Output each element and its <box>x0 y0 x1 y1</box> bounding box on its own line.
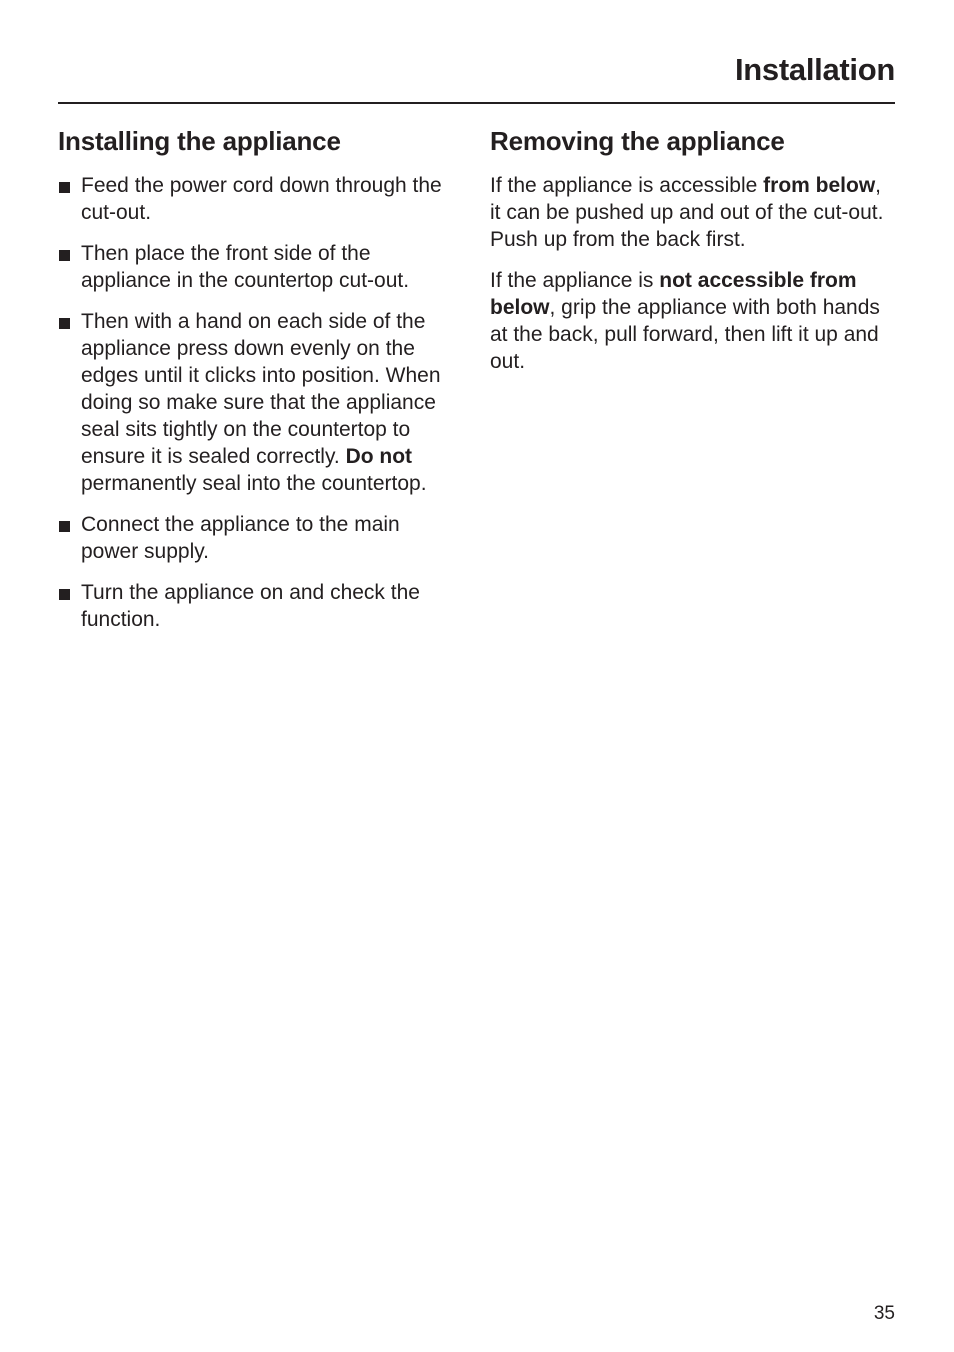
removing-paragraph <box>490 172 895 253</box>
paragraph-bold-text: from below <box>763 174 876 197</box>
square-bullet-icon <box>59 521 70 532</box>
step-text-part: Then with a hand on each side of the appliance press down evenly on the edges until it clicks into position. When doing so make sure that the appliance seal sits tightly on the countertop to ensure it is sealed correctly. <box>81 310 441 468</box>
removing-section <box>490 124 895 389</box>
step-text: Then place the front side of the appliance in the countertop cut-out. <box>81 242 410 292</box>
step-item <box>58 579 460 633</box>
step-item <box>58 172 460 226</box>
paragraph-text-part: If the appliance is accessible <box>490 174 764 197</box>
step-item <box>58 511 460 565</box>
page-header <box>58 50 895 104</box>
step-item <box>58 308 460 497</box>
page-number: 35 <box>873 1303 895 1324</box>
step-bold-text: Do not <box>345 445 413 468</box>
step-text-part: permanently seal into the countertop. <box>81 472 427 495</box>
removing-paragraph <box>490 267 895 375</box>
step-text: Feed the power cord down through the cut-out. <box>81 174 442 224</box>
removing-heading: Removing the appliance <box>490 126 785 156</box>
installing-section <box>58 124 460 647</box>
paragraph-text-part: , grip the appliance with both hands at the back, pull forward, then lift it up and out. <box>490 296 880 373</box>
paragraph-text-part: If the appliance is <box>490 269 660 292</box>
square-bullet-icon <box>59 182 70 193</box>
square-bullet-icon <box>59 250 70 261</box>
paragraph-bold-text: not accessible from below <box>490 269 857 319</box>
page-title: Installation <box>734 52 895 87</box>
installing-heading: Installing the appliance <box>58 126 341 156</box>
paragraph-text-part: , it can be pushed up and out of the cut-out. Push up from the back first. <box>490 174 884 251</box>
step-text: Turn the appliance on and check the function. <box>81 581 420 631</box>
step-text: Connect the appliance to the main power supply. <box>81 513 400 563</box>
installing-steps-list <box>58 172 460 633</box>
square-bullet-icon <box>59 318 70 329</box>
square-bullet-icon <box>59 589 70 600</box>
step-item <box>58 240 460 294</box>
